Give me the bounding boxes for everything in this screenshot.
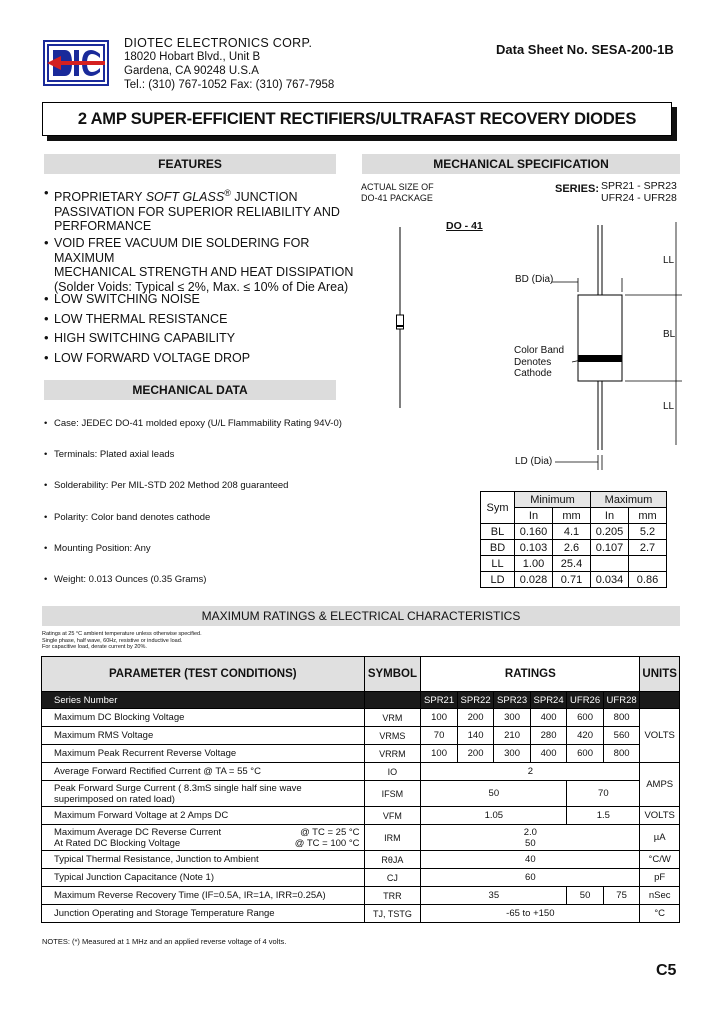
dic-logo-icon: [45, 42, 107, 84]
mech-data-heading: MECHANICAL DATA: [44, 380, 336, 400]
table-row: Typical Thermal Resistance, Junction to Ambient RθJA 40 °C/W: [42, 851, 680, 869]
table-row: BL 0.160 4.1 0.205 5.2: [481, 524, 667, 540]
address-line-1: 18020 Hobart Blvd., Unit B: [124, 51, 261, 63]
dim-header-in: In: [591, 508, 629, 524]
table-row: Peak Forward Surge Current ( 8.3mS single half sine wave superimposed on rated load) IFSM 50 70: [42, 781, 680, 807]
registered-mark: ®: [224, 188, 231, 198]
ratings-heading: MAXIMUM RATINGS & ELECTRICAL CHARACTERISTICS: [42, 606, 680, 626]
table-row: Maximum Peak Recurrent Reverse Voltage VRRM 100 200 300 400 600 800: [42, 745, 680, 763]
bullet-icon: •: [44, 185, 49, 200]
dim-bd: BD (Dia): [515, 274, 554, 285]
dimension-table: [480, 491, 667, 588]
feature-item-void-free: [44, 236, 364, 294]
feature-text: PROPRIETARY: [54, 190, 146, 205]
ratings-notes: Ratings at 25 °C ambient temperature unless otherwise specified. Single phase, half wave, 60Hz, resistive or inductive load. For capacitive load, derate current by 20%.: [42, 631, 202, 650]
table-row: Average Forward Rectified Current @ TA = 55 °C IO 2 AMPS: [42, 763, 680, 781]
dim-header-mm: mm: [553, 508, 591, 524]
mech-polarity: • Polarity: Color band denotes cathode: [44, 512, 211, 523]
table-row: Maximum Average DC Reverse Current At Rated DC Blocking Voltage @ TC = 25 °C @ TC = 100 °C IRM 2.0 50 µA: [42, 825, 680, 851]
feature-item-noise: • LOW SWITCHING NOISE: [44, 291, 200, 306]
dim-bl: BL: [663, 329, 676, 340]
mech-terminals: • Terminals: Plated axial leads: [44, 449, 175, 460]
feature-item-forward-voltage: • LOW FORWARD VOLTAGE DROP: [44, 350, 251, 365]
features-heading: FEATURES: [44, 154, 336, 174]
header-units: UNITS: [640, 657, 680, 692]
series-row: Series Number SPR21 SPR22 SPR23 SPR24 UFR26 UFR28: [42, 692, 680, 709]
table-row: LL 1.00 25.4: [481, 556, 667, 572]
feature-text: VOID FREE VACUUM DIE SOLDERING FOR MAXIMUM: [54, 236, 310, 265]
mech-spec-heading: MECHANICAL SPECIFICATION: [362, 154, 680, 174]
bullet-icon: •: [44, 291, 49, 306]
feature-text-italic: SOFT GLASS: [145, 190, 225, 205]
page-title: 2 AMP SUPER-EFFICIENT RECTIFIERS/ULTRAFAST RECOVERY DIODES: [42, 102, 672, 136]
feature-text: PASSIVATION FOR SUPERIOR RELIABILITY AND: [54, 204, 340, 219]
mech-weight: • Weight: 0.013 Ounces (0.35 Grams): [44, 574, 207, 585]
actual-size-label: ACTUAL SIZE OF DO-41 PACKAGE: [361, 182, 434, 203]
table-row: Maximum RMS Voltage VRMS 70 140 210 280 420 560: [42, 727, 680, 745]
dim-header-in: In: [515, 508, 553, 524]
mech-mounting: • Mounting Position: Any: [44, 543, 151, 554]
header-symbol: SYMBOL: [364, 657, 421, 692]
bullet-icon: •: [44, 235, 49, 250]
mech-case: • Case: JEDEC DO-41 molded epoxy (U/L Flammability Rating 94V-0): [44, 418, 342, 429]
company-info: [124, 36, 334, 92]
dim-ll-top: LL: [663, 255, 675, 266]
phone-fax: Tel.: (310) 767-1052 Fax: (310) 767-7958: [124, 79, 335, 91]
package-label: DO - 41: [446, 220, 483, 232]
feature-text: JUNCTION: [230, 190, 298, 205]
table-row: Maximum Forward Voltage at 2 Amps DC VFM 1.05 1.5 VOLTS: [42, 807, 680, 825]
mech-solderability: • Solderability: Per MIL-STD 202 Method 208 guaranteed: [44, 480, 289, 491]
header-parameter: PARAMETER (TEST CONDITIONS): [42, 657, 365, 692]
series-label: SERIES:: [555, 183, 600, 195]
dim-ld: LD (Dia): [515, 456, 553, 467]
bullet-icon: •: [44, 350, 49, 365]
dim-header-min: Minimum: [515, 492, 591, 508]
bullet-icon: •: [44, 330, 49, 345]
ratings-header-row: [42, 657, 680, 692]
feature-text: MECHANICAL STRENGTH AND HEAT DISSIPATION: [54, 265, 354, 279]
bullet-icon: •: [44, 311, 49, 326]
header-ratings: RATINGS: [421, 657, 640, 692]
feature-item-thermal: • LOW THERMAL RESISTANCE: [44, 311, 228, 326]
feature-item-soft-glass: [44, 186, 364, 234]
dim-ll-bottom: LL: [663, 401, 675, 412]
table-row: Maximum Reverse Recovery Time (IF=0.5A, IR=1A, IRR=0.25A) TRR 35 50 75 nSec: [42, 887, 680, 905]
address-line-2: Gardena, CA 90248 U.S.A: [124, 65, 259, 77]
table-row: LD 0.028 0.71 0.034 0.86: [481, 572, 667, 588]
actual-size-diode-icon: [390, 225, 410, 410]
footnote: NOTES: (*) Measured at 1 MHz and an applied reverse voltage of 4 volts.: [42, 937, 287, 946]
page-number: C5: [656, 962, 677, 979]
feature-item-switching: • HIGH SWITCHING CAPABILITY: [44, 330, 236, 345]
table-row: BD 0.103 2.6 0.107 2.7: [481, 540, 667, 556]
dim-header-max: Maximum: [591, 492, 667, 508]
ratings-table: [41, 656, 680, 923]
feature-text: (Solder Voids: Typical ≤ 2%, Max. ≤ 10% of Die Area): [54, 279, 349, 294]
table-row: Maximum DC Blocking Voltage VRM 100 200 300 400 600 800 VOLTS: [42, 709, 680, 727]
feature-text: PERFORMANCE: [54, 219, 152, 234]
series-range: SPR21 - SPR23 UFR24 - UFR28: [601, 180, 677, 204]
dim-header-mm: mm: [629, 508, 667, 524]
company-logo: [43, 40, 109, 86]
dim-header-sym: Sym: [481, 492, 515, 524]
table-row: Junction Operating and Storage Temperature Range TJ, TSTG -65 to +150 °C: [42, 905, 680, 923]
color-band-note: Color Band Denotes Cathode: [514, 345, 565, 379]
company-name: DIOTEC ELECTRONICS CORP.: [124, 36, 313, 50]
table-row: Typical Junction Capacitance (Note 1) CJ 60 pF: [42, 869, 680, 887]
datasheet-number: Data Sheet No. SESA-200-1B: [496, 42, 674, 57]
